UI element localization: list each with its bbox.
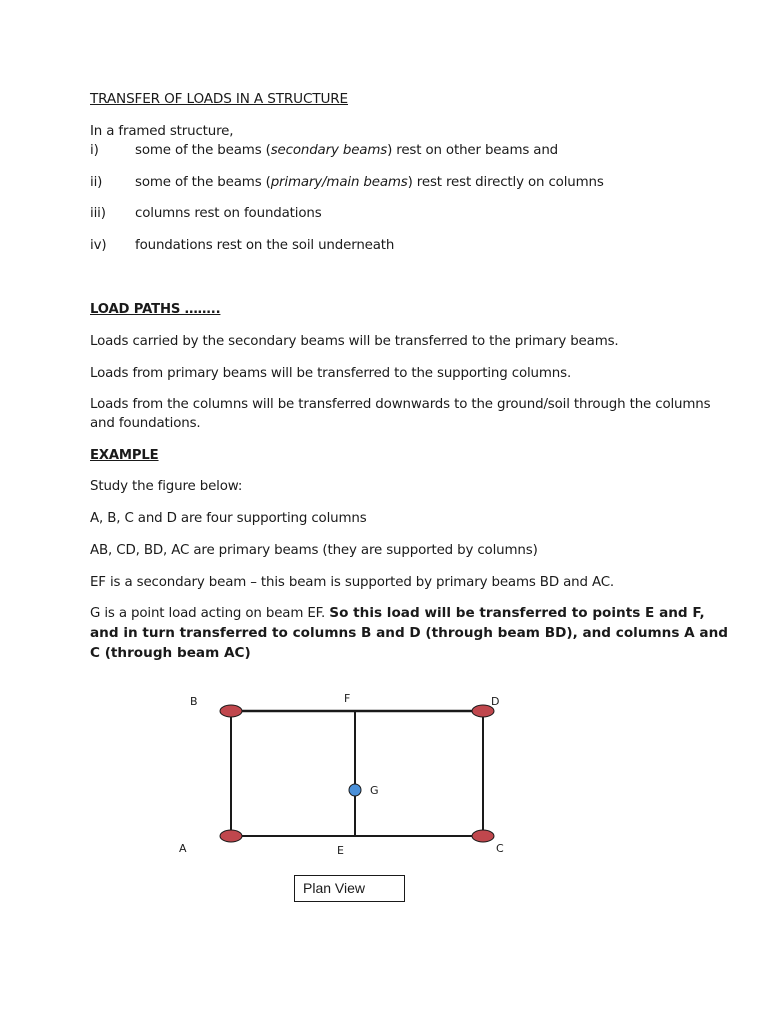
label-b: B — [190, 695, 198, 708]
list-item-number: i) — [90, 143, 99, 158]
label-a: A — [179, 842, 187, 855]
load-paths-paragraph: Loads carried by the secondary beams will be transferred to the primary beams. — [90, 334, 619, 349]
label-f: F — [344, 692, 351, 705]
list-item-number: ii) — [90, 175, 103, 190]
example-heading: EXAMPLE — [90, 448, 159, 463]
intro-text: In a framed structure, — [90, 124, 234, 139]
example-bold-text: and in turn transferred to columns B and D (through beam BD), and columns A and — [90, 625, 729, 641]
label-c: C — [496, 842, 504, 855]
list-item-text: ) rest on other beams and — [387, 143, 559, 158]
label-g: G — [370, 784, 379, 797]
label-e: E — [337, 844, 344, 857]
list-item-text: some of the beams ( — [135, 143, 271, 158]
load-paths-paragraph: and foundations. — [90, 416, 201, 431]
list-item-number: iii) — [90, 206, 106, 221]
list-item-text: some of the beams ( — [135, 175, 271, 190]
document-title: TRANSFER OF LOADS IN A STRUCTURE — [90, 91, 349, 107]
label-d: D — [491, 695, 500, 708]
column-b — [220, 705, 242, 717]
example-bold-text: C (through beam AC) — [90, 645, 251, 661]
load-paths-heading: LOAD PATHS …….. — [90, 302, 221, 317]
column-c — [472, 830, 494, 842]
list-item-emphasis: primary/main beams — [270, 175, 408, 190]
example-bold-text: So this load will be transferred to points E and F, — [329, 605, 705, 621]
list-item-text: foundations rest on the soil underneath — [135, 238, 395, 253]
example-paragraph: A, B, C and D are four supporting columns — [90, 511, 367, 526]
example-paragraph: Study the figure below: — [90, 479, 243, 494]
column-a — [220, 830, 242, 842]
plan-view-caption: Plan View — [294, 875, 405, 902]
list-item-text: ) rest rest directly on columns — [407, 175, 604, 190]
load-paths-paragraph: Loads from the columns will be transferred downwards to the ground/soil through the columns — [90, 397, 711, 412]
load-paths-paragraph: Loads from primary beams will be transferred to the supporting columns. — [90, 366, 572, 381]
example-normal-text: G is a point load acting on beam EF. — [90, 606, 330, 621]
list-item-emphasis: secondary beams — [270, 143, 388, 158]
example-paragraph: AB, CD, BD, AC are primary beams (they are supported by columns) — [90, 543, 538, 558]
list-item-text: columns rest on foundations — [135, 206, 322, 221]
point-load-g — [349, 784, 361, 796]
example-paragraph: EF is a secondary beam – this beam is supported by primary beams BD and AC. — [90, 575, 615, 590]
list-item-number: iv) — [90, 238, 107, 253]
